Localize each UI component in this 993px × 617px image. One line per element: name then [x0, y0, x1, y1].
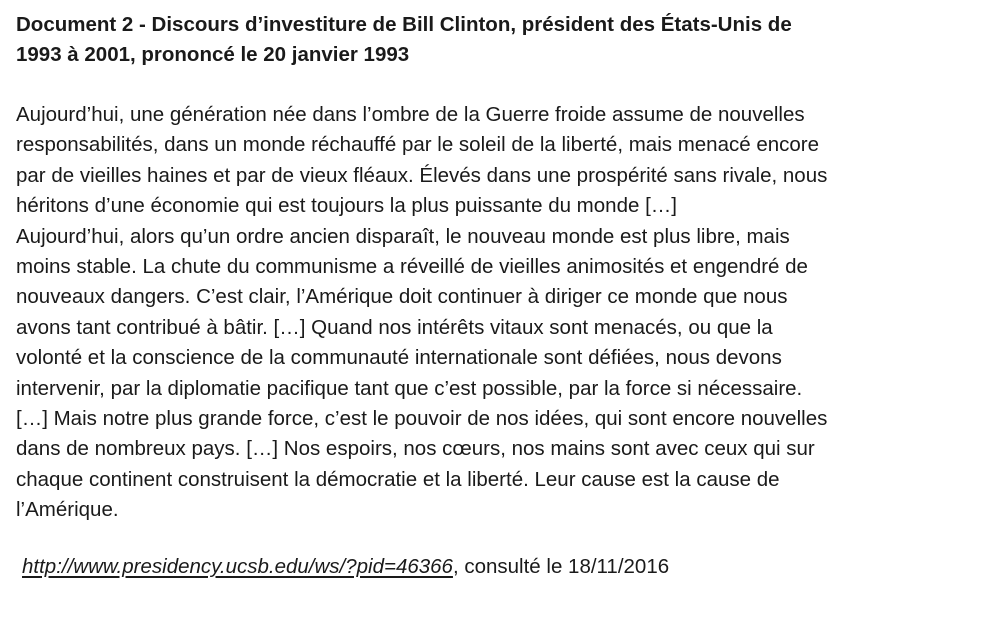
- document-title-line-1: Document 2 - Discours d’investiture de Bill Clinton, président des États-Unis de: [16, 13, 792, 36]
- document: [16, 10, 956, 526]
- speech-paragraph-2: Aujourd’hui, alors qu’un ordre ancien disparaît, le nouveau monde est plus libre, mais moins stable. La chute du communisme a réveillé de vieilles animosités et engendré de nouveaux dangers. C’est clair, l’Amérique doit continuer à diriger ce monde que nous avons tant contribué à bâtir. […] Quand nos intérêts vitaux sont menacés, ou que la volonté et la conscience de la communauté internationale sont défiées, nous devons intervenir, par la diplomatie pacifique tant que c’est possible, par la force si nécessaire. […] Mais notre plus grande force, c’est le pouvoir de nos idées, qui sont encore nouvelles dans de nombreux pays. […] Nos espoirs, nos cœurs, nos mains sont avec ceux qui sur chaque continent construisent la démocratie et la liberté. Leur cause est la cause de l’Amérique.: [16, 224, 828, 522]
- document-title-line-2: 1993 à 2001, prononcé le 20 janvier 1993: [16, 43, 410, 66]
- document-title: [16, 10, 956, 70]
- source-citation: [22, 552, 669, 582]
- speech-paragraph-1: Aujourd’hui, une génération née dans l’ombre de la Guerre froide assume de nouvelles responsabilités, dans un monde réchauffé par le soleil de la liberté, mais menacé encore par de vieilles haines et par de vieux fléaux. Élevés dans une prospérité sans rivale, nous héritons d’une économie qui est toujours la plus puissante du monde […]: [16, 103, 828, 218]
- source-consulted-date: , consulté le 18/11/2016: [452, 555, 670, 578]
- source-link[interactable]: http://www.presidency.ucsb.edu/ws/?pid=46366: [22, 555, 453, 578]
- speech-excerpt: [16, 100, 956, 526]
